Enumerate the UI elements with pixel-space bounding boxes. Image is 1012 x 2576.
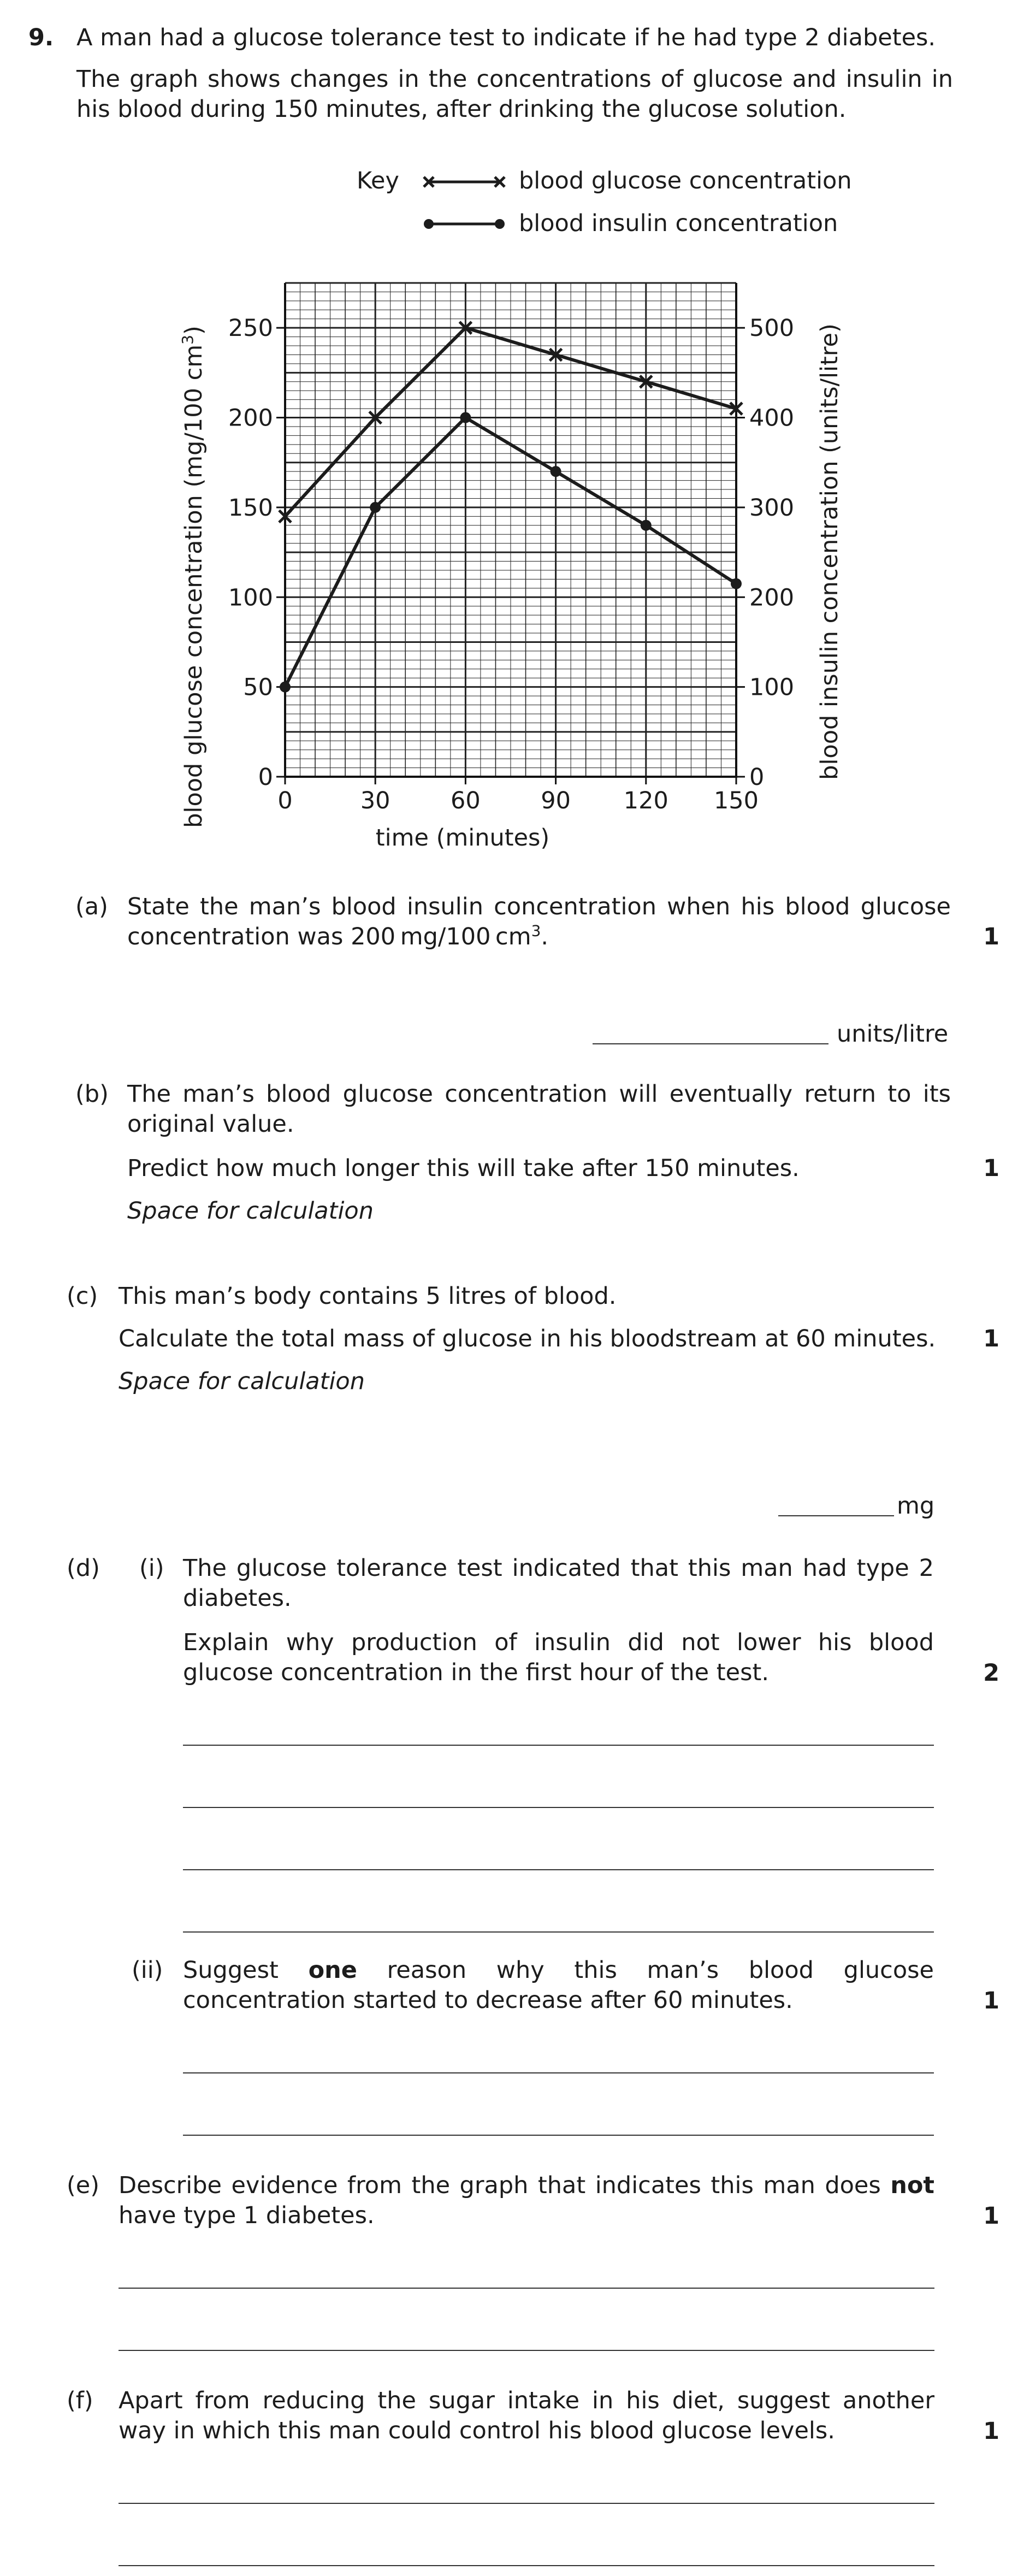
glucose-insulin-graph (0, 0, 1012, 885)
part-d-i-text2: Explain why production of insulin did not lower his blood glucose concentration in the first hour of the test. (183, 1629, 934, 1686)
right-tick-label: 500 (749, 315, 795, 342)
part-c-label: (c) (67, 1283, 98, 1310)
part-e-answer-line-1[interactable] (119, 2288, 934, 2289)
part-e-marks: 1 (983, 2202, 999, 2230)
part-c-text1: This man’s body contains 5 litres of blood. (119, 1283, 617, 1310)
part-a-text: State the man’s blood insulin concentration when his blood glucose concentration was 200 mg/100 $cm^3$. (127, 893, 951, 950)
part-d-i-text1: The glucose tolerance test indicated that this man had type 2 diabetes. (183, 1555, 934, 1612)
part-a-unit: units/litre (837, 1020, 949, 1048)
part-f-answer-line-1[interactable] (119, 2503, 934, 2504)
part-d-i-answer-line-2[interactable] (183, 1807, 934, 1808)
insulin-data-point (280, 682, 291, 693)
part-d-i-answer-line-1[interactable] (183, 1745, 934, 1746)
part-f-label: (f) (67, 2387, 93, 2414)
part-b-space-label: Space for calculation (127, 1197, 374, 1225)
part-d-i-label: (i) (139, 1555, 164, 1582)
part-c-marks: 1 (983, 1325, 999, 1352)
key-insulin-label: blood insulin concentration (519, 210, 838, 237)
left-tick-label: 200 (228, 404, 273, 432)
x-axis-label: time (minutes) (375, 824, 550, 852)
part-a-label: (a) (75, 893, 108, 920)
part-b-label: (b) (75, 1080, 109, 1108)
x-tick-label: 30 (360, 787, 390, 814)
part-b-text1: The man’s blood glucose concentration will eventually return to its original value. (127, 1080, 951, 1138)
left-axis-ticks (228, 315, 285, 791)
right-tick-label: 200 (749, 584, 795, 612)
part-d-ii-marks: 1 (983, 1987, 999, 2014)
part-d-i-marks: 2 (983, 1659, 999, 1687)
right-axis-label: blood insulin concentration (units/litre) (816, 323, 843, 780)
x-tick-label: 0 (277, 787, 293, 814)
question-intro: A man had a glucose tolerance test to indicate if he had type 2 diabetes. (76, 24, 936, 51)
insulin-data-point (731, 578, 742, 589)
left-tick-label: 250 (228, 315, 273, 342)
left-tick-label: 50 (243, 673, 273, 701)
part-a-answer-line[interactable] (593, 1043, 828, 1044)
x-axis-ticks (277, 777, 759, 814)
left-tick-label: 100 (228, 584, 273, 612)
part-e-answer-line-2[interactable] (119, 2350, 934, 2351)
part-d-label: (d) (67, 1555, 100, 1582)
part-f-text: Apart from reducing the sugar intake in his diet, suggest another way in which this man could control his blood glucose levels. (119, 2387, 934, 2444)
graph-grid (285, 283, 736, 777)
part-d-ii-text: Suggest one reason why this man’s blood glucose concentration started to decrease after 60 minutes. (183, 1957, 934, 2014)
part-e-text: Describe evidence from the graph that indicates this man does not have type 1 diabetes. (119, 2172, 934, 2229)
part-c-answer-line[interactable] (778, 1515, 894, 1516)
part-d-i-answer-line-3[interactable] (183, 1869, 934, 1870)
insulin-data-point (370, 502, 381, 513)
part-c-space-label: Space for calculation (119, 1368, 365, 1395)
left-tick-label: 0 (258, 764, 273, 791)
insulin-data-point (641, 520, 652, 531)
x-tick-label: 150 (713, 787, 759, 814)
part-f-marks: 1 (983, 2418, 999, 2445)
insulin-data-point (551, 466, 561, 477)
part-d-i-answer-line-4[interactable] (183, 1931, 934, 1933)
left-tick-label: 150 (228, 494, 273, 522)
part-c-unit: mg (897, 1492, 935, 1520)
part-d-ii-label: (ii) (132, 1957, 163, 1984)
part-b-marks: 1 (983, 1155, 999, 1182)
right-tick-label: 300 (749, 494, 795, 522)
right-tick-label: 100 (749, 673, 795, 701)
part-f-answer-line-2[interactable] (119, 2565, 934, 2566)
insulin-data-point (460, 412, 471, 423)
right-axis-ticks (736, 315, 794, 791)
question-description: The graph shows changes in the concentrations of glucose and insulin in his blood during 150 minutes, after drinking the glucose solution. (76, 66, 953, 123)
left-axis-label: blood glucose concentration (mg/100 $cm^3$) (179, 326, 208, 828)
part-d-ii-answer-line-2[interactable] (183, 2135, 934, 2136)
x-tick-label: 90 (541, 787, 571, 814)
part-d-ii-answer-line-1[interactable] (183, 2072, 934, 2073)
x-tick-label: 60 (451, 787, 481, 814)
part-e-label: (e) (67, 2172, 100, 2199)
x-tick-label: 120 (623, 787, 668, 814)
part-a-marks: 1 (983, 923, 999, 950)
key-glucose-label: blood glucose concentration (519, 167, 852, 194)
right-tick-label: 400 (749, 404, 795, 432)
right-tick-label: 0 (749, 764, 765, 791)
key-title: Key (357, 167, 399, 194)
part-b-text2: Predict how much longer this will take after 150 minutes. (127, 1155, 800, 1182)
part-c-text2: Calculate the total mass of glucose in his bloodstream at 60 minutes. (119, 1325, 936, 1352)
question-number: 9. (28, 24, 54, 51)
